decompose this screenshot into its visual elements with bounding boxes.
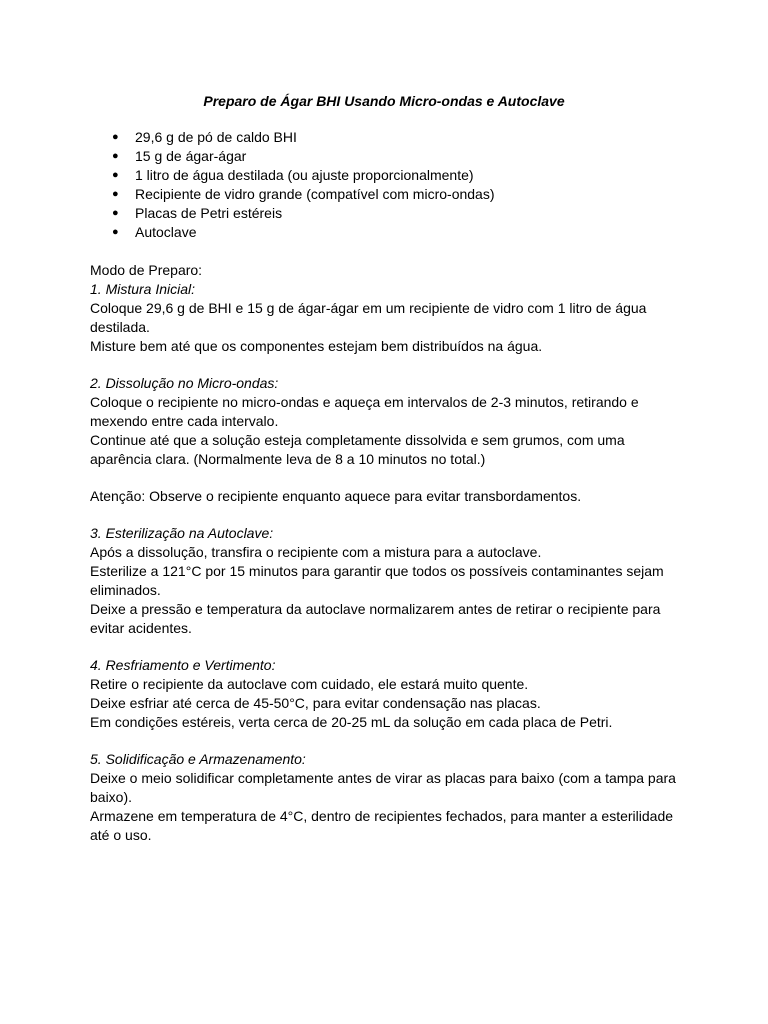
step-3-line: evitar acidentes. [90,620,192,636]
step-4-line: Retire o recipiente da autoclave com cuidado, ele estará muito quente. [90,676,529,692]
step-4-heading: 4. Resfriamento e Vertimento: [90,657,276,673]
step-5-heading: 5. Solidificação e Armazenamento: [90,751,306,767]
step-1-line: Coloque 29,6 g de BHI e 15 g de ágar-ágar em um recipiente de vidro com 1 litro de água [90,300,647,316]
bullet-icon: ● [112,188,119,200]
step-3-line: Deixe a pressão e temperatura da autoclave normalizarem antes de retirar o recipiente para [90,601,661,617]
step-2-line: Continue até que a solução esteja completamente dissolvida e sem grumos, com uma [90,432,625,448]
ingredient-text: Autoclave [135,224,197,240]
paragraph-gap [90,638,680,656]
step-5-line: baixo). [90,789,133,805]
ingredient-text: 1 litro de água destilada (ou ajuste proporcionalmente) [135,167,474,183]
step-2-line: mexendo entre cada intervalo. [90,413,279,429]
step-4-line: Em condições estéreis, verta cerca de 20-25 mL da solução em cada placa de Petri. [90,714,613,730]
ingredient-text: 29,6 g de pó de caldo BHI [135,129,297,145]
bullet-icon: ● [112,226,119,238]
step-3-line: Esterilize a 121°C por 15 minutos para garantir que todos os possíveis contaminantes sejam [90,563,664,579]
paragraph-gap [90,506,680,524]
list-item [90,128,495,147]
step-1-line: Misture bem até que os componentes estejam bem distribuídos na água. [90,338,543,354]
bullet-icon: ● [112,207,119,219]
document-title: Preparo de Ágar BHI Usando Micro-ondas e Autoclave [203,93,565,109]
step-2-line: Coloque o recipiente no micro-ondas e aqueça em intervalos de 2-3 minutos, retirando e [90,394,639,410]
warning-text: Atenção: Observe o recipiente enquanto aquece para evitar transbordamentos. [90,488,582,504]
step-3-heading: 3. Esterilização na Autoclave: [90,525,274,541]
list-item [90,147,495,166]
list-item [90,185,495,204]
ingredient-text: Recipiente de vidro grande (compatível com micro-ondas) [135,186,495,202]
step-3-line: eliminados. [90,582,161,598]
paragraph-gap [90,356,680,374]
list-item [90,166,495,185]
step-4-line: Deixe esfriar até cerca de 45-50°C, para evitar condensação nas placas. [90,695,541,711]
step-1-line: destilada. [90,319,150,335]
ingredient-text: Placas de Petri estéreis [135,205,283,221]
ingredient-text: 15 g de ágar-ágar [135,148,247,164]
ingredients-list [90,128,495,242]
method-label: Modo de Preparo: [90,262,203,278]
step-3-line: Após a dissolução, transfira o recipiente com a mistura para a autoclave. [90,544,542,560]
list-item [90,204,495,223]
step-2-line: aparência clara. (Normalmente leva de 8 a 10 minutos no total.) [90,451,486,467]
step-5-line: Deixe o meio solidificar completamente antes de virar as placas para baixo (com a tampa para [90,770,676,786]
paragraph-gap [90,732,680,750]
bullet-icon: ● [112,169,119,181]
bullet-icon: ● [112,150,119,162]
method-section [90,261,680,845]
step-2-heading: 2. Dissolução no Micro-ondas: [90,375,279,391]
bullet-icon: ● [112,131,119,143]
step-5-line: Armazene em temperatura de 4°C, dentro de recipientes fechados, para manter a esterilidade [90,808,674,824]
list-item [90,223,495,242]
step-1-heading: 1. Mistura Inicial: [90,281,196,297]
paragraph-gap [90,469,680,487]
step-5-line: até o uso. [90,827,152,843]
